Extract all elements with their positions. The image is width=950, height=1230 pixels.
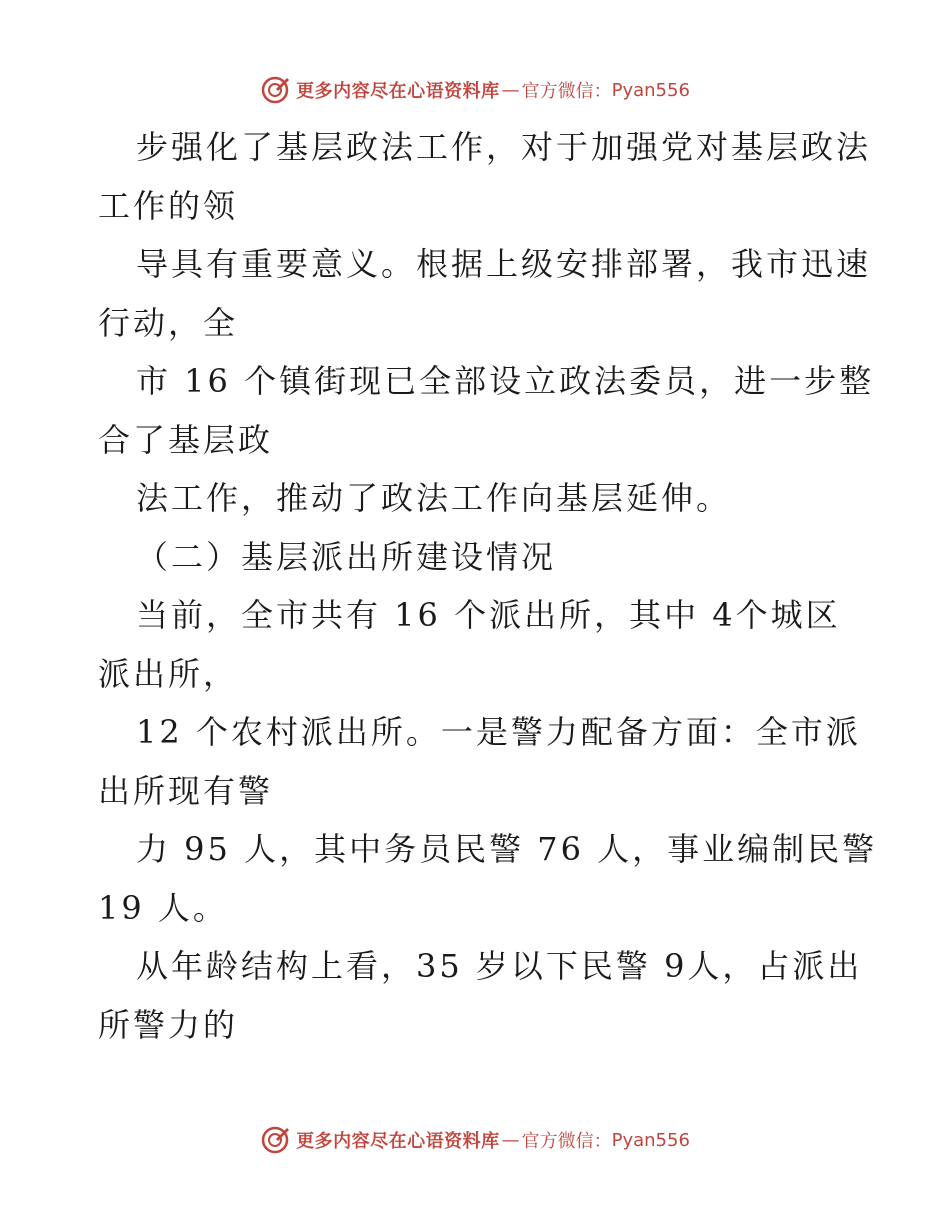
- header-watermark: [0, 72, 950, 108]
- watermark-separator: —: [501, 1129, 520, 1151]
- pen-logo-icon: [260, 1125, 290, 1155]
- text-line: 工作的领: [98, 186, 239, 225]
- watermark-wechat-label: 官方微信：: [521, 81, 612, 102]
- text-line: 行动，全: [98, 303, 239, 342]
- text-line: 19 人。: [98, 888, 228, 927]
- text-line: 12 个农村派出所。一是警力配备方面：全市派: [136, 713, 861, 751]
- text-line: 所警力的: [98, 1005, 239, 1044]
- section-heading: （二）基层派出所建设情况: [136, 537, 557, 576]
- watermark-site-text: 更多内容尽在心语资料库: [296, 81, 500, 102]
- text-line: 市 16 个镇街现已全部设立政法委员，进一步整: [136, 362, 875, 400]
- watermark-separator: —: [501, 79, 520, 101]
- watermark-wechat-id: Pyan556: [611, 1129, 690, 1151]
- watermark-wechat-label: 官方微信：: [521, 1131, 612, 1152]
- text-line: 步强化了基层政法工作，对于加强党对基层政法: [136, 128, 872, 166]
- text-line: 出所现有警: [98, 771, 274, 810]
- watermark-site-text: 更多内容尽在心语资料库: [296, 1131, 500, 1152]
- text-line: 法工作，推动了政法工作向基层延伸。: [136, 479, 732, 517]
- text-line: 派出所，: [98, 654, 239, 693]
- watermark-wechat-id: Pyan556: [611, 79, 690, 101]
- text-line: 合了基层政: [98, 420, 274, 459]
- text-line: 导具有重要意义。根据上级安排部署，我市迅速: [136, 245, 872, 283]
- text-line: 当前，全市共有 16 个派出所，其中 4个城区: [136, 596, 841, 634]
- document-body: [98, 118, 878, 1054]
- text-line: 力 95 人，其中务员民警 76 人，事业编制民警: [136, 830, 878, 868]
- footer-watermark: [0, 1122, 950, 1158]
- pen-logo-icon: [260, 75, 290, 105]
- text-line: 从年龄结构上看，35 岁以下民警 9人，占派出: [136, 947, 863, 985]
